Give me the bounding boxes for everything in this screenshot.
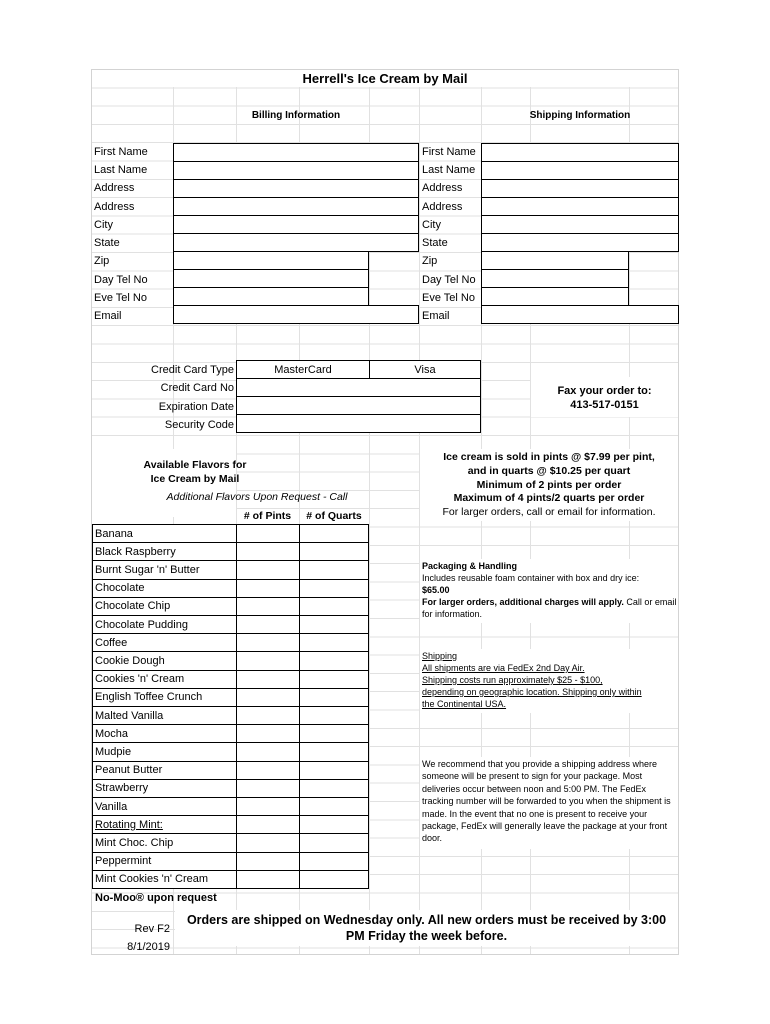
flavor-name: Malted Vanilla (95, 709, 164, 722)
billing-field-label: Day Tel No (94, 274, 148, 286)
no-moo-note: No-Moo® upon request (95, 891, 217, 904)
recommend-text: We recommend that you provide a shipping address where someone will be present to sign for your package. Most deliveries occur between noon and 5:00 PM. The FedEx tracking number will be forwarded to you when the shipment is made. In the event that no one is present to receive your package, FedEx will generally leave the package at your front door. (422, 759, 671, 844)
shipping-field-label: State (422, 237, 448, 249)
pints-quantity-input[interactable] (236, 724, 300, 743)
flavor-name: Cookie Dough (95, 654, 165, 667)
flavors-header-line2: Ice Cream by Mail (150, 473, 240, 485)
quarts-quantity-input[interactable] (299, 852, 369, 871)
billing-field-label: State (94, 237, 120, 249)
quarts-quantity-input[interactable] (299, 797, 369, 816)
expiration-label: Expiration Date (158, 401, 234, 413)
security-label: Security Code (164, 419, 234, 431)
flavor-name: Vanilla (95, 800, 128, 813)
quarts-quantity-input[interactable] (299, 742, 369, 761)
billing-first-name-input[interactable] (173, 143, 419, 162)
flavor-name: Coffee (95, 636, 128, 649)
quarts-quantity-input[interactable] (299, 524, 369, 543)
pints-quantity-input[interactable] (236, 688, 300, 707)
billing-zip-input[interactable] (173, 251, 369, 270)
billing-city-input[interactable] (173, 215, 419, 234)
billing-field-label: First Name (94, 146, 148, 158)
expiration-input[interactable] (236, 396, 481, 415)
billing-last-name-input[interactable] (173, 161, 419, 180)
shipping-field-label: Day Tel No (422, 274, 476, 286)
quarts-column-header: # of Quarts (306, 510, 362, 522)
flavor-name: Strawberry (95, 782, 149, 795)
shipping-eve-tel-input[interactable] (481, 287, 629, 306)
shipping-header: Shipping Information (529, 110, 631, 121)
pints-quantity-input[interactable] (236, 560, 300, 579)
quarts-quantity-input[interactable] (299, 761, 369, 780)
shipping-city-input[interactable] (481, 215, 679, 234)
pints-quantity-input[interactable] (236, 706, 300, 725)
pints-quantity-input[interactable] (236, 852, 300, 871)
shipping-field-label: Email (422, 310, 450, 322)
fax-line1: Fax your order to: (557, 385, 652, 397)
packaging-line1: Includes reusable foam container with box and dry ice: (422, 573, 640, 583)
page-title: Herrell's Ice Cream by Mail (302, 71, 468, 86)
quarts-quantity-input[interactable] (299, 833, 369, 852)
shipping-state-input[interactable] (481, 233, 679, 252)
pricing-line4: Maximum of 4 pints/2 quarts per order (453, 492, 645, 504)
flavor-name: Cookies 'n' Cream (95, 673, 185, 686)
quarts-quantity-input[interactable] (299, 579, 369, 598)
pints-column-header: # of Pints (243, 510, 292, 522)
billing-field-label: Zip (94, 255, 110, 267)
billing-address2-input[interactable] (173, 197, 419, 216)
security-code-input[interactable] (236, 414, 481, 433)
shipping-email-input[interactable] (481, 305, 679, 324)
revision: Rev F2 (134, 923, 170, 935)
flavor-name: Chocolate Chip (95, 600, 171, 613)
pricing-line1: Ice cream is sold in pints @ $7.99 per pint, (443, 451, 655, 463)
shipping-zip-input[interactable] (481, 251, 629, 270)
pints-quantity-input[interactable] (236, 742, 300, 761)
shipping-note-line2: Shipping costs run approximately $25 - $100, (422, 675, 603, 685)
pints-quantity-input[interactable] (236, 815, 300, 834)
billing-day-tel-input[interactable] (173, 269, 369, 288)
pints-quantity-input[interactable] (236, 542, 300, 561)
billing-eve-tel-input[interactable] (173, 287, 369, 306)
quarts-quantity-input[interactable] (299, 615, 369, 634)
pints-quantity-input[interactable] (236, 524, 300, 543)
pints-quantity-input[interactable] (236, 779, 300, 798)
billing-field-label: Eve Tel No (94, 292, 147, 304)
packaging-title: Packaging & Handling (422, 561, 518, 571)
pints-quantity-input[interactable] (236, 651, 300, 670)
quarts-quantity-input[interactable] (299, 560, 369, 579)
shipping-address2-input[interactable] (481, 197, 679, 216)
pints-quantity-input[interactable] (236, 670, 300, 689)
quarts-quantity-input[interactable] (299, 779, 369, 798)
quarts-quantity-input[interactable] (299, 706, 369, 725)
pints-quantity-input[interactable] (236, 633, 300, 652)
packaging-price: $65.00 (422, 585, 450, 595)
flavor-name: Mudpie (95, 745, 132, 758)
mastercard-label: MasterCard (274, 364, 332, 376)
shipping-last-name-input[interactable] (481, 161, 679, 180)
pints-quantity-input[interactable] (236, 615, 300, 634)
flavors-header-line1: Available Flavors for (143, 459, 247, 471)
flavor-name: Chocolate (95, 582, 145, 595)
quarts-quantity-input[interactable] (299, 870, 369, 889)
shipping-field-label: Address (422, 201, 463, 213)
flavor-name: Peppermint (95, 855, 152, 868)
billing-field-label: Address (94, 201, 135, 213)
shipping-field-label: First Name (422, 146, 476, 158)
shipping-field-label: Address (422, 182, 463, 194)
shipping-note-line4: the Continental USA. (422, 699, 507, 709)
flavor-name: Banana (95, 527, 133, 540)
pints-quantity-input[interactable] (236, 833, 300, 852)
billing-field-label: Last Name (94, 164, 148, 176)
billing-header: Billing Information (251, 110, 341, 121)
quarts-quantity-input[interactable] (299, 633, 369, 652)
shipping-day-tel-input[interactable] (481, 269, 629, 288)
flavors-header-sub: Additional Flavors Upon Request - Call (166, 491, 348, 503)
pints-quantity-input[interactable] (236, 761, 300, 780)
packaging-note (422, 596, 678, 620)
billing-field-label: Email (94, 310, 122, 322)
quarts-quantity-input[interactable] (299, 597, 369, 616)
flavor-name: Rotating Mint: (95, 818, 163, 831)
flavor-name: Chocolate Pudding (95, 618, 188, 631)
shipping-field-label: Zip (422, 255, 438, 267)
fax-number: 413-517-0151 (570, 399, 639, 411)
pints-quantity-input[interactable] (236, 579, 300, 598)
pints-quantity-input[interactable] (236, 797, 300, 816)
flavor-name: Mint Choc. Chip (95, 836, 174, 849)
shipping-field-label: Last Name (422, 164, 476, 176)
shipping-field-label: Eve Tel No (422, 292, 475, 304)
flavor-name: Black Raspberry (95, 545, 176, 558)
billing-state-input[interactable] (173, 233, 419, 252)
pricing-line5: For larger orders, call or email for information. (442, 506, 656, 518)
packaging-bold-note: For larger orders, additional charges will apply. (422, 597, 624, 607)
quarts-quantity-input[interactable] (299, 542, 369, 561)
flavor-name: Mocha (95, 727, 129, 740)
shipping-address-input[interactable] (481, 179, 679, 198)
flavor-name: Burnt Sugar 'n' Butter (95, 563, 200, 576)
pints-quantity-input[interactable] (236, 597, 300, 616)
card-no-label: Credit Card No (160, 382, 234, 394)
quarts-quantity-input[interactable] (299, 815, 369, 834)
pints-quantity-input[interactable] (236, 870, 300, 889)
footer-notice: Orders are shipped on Wednesday only. All new orders must be received by 3:00 PM Friday the week before. (186, 913, 667, 943)
quarts-quantity-input[interactable] (299, 651, 369, 670)
billing-field-label: City (94, 219, 113, 231)
pricing-line3: Minimum of 2 pints per order (476, 479, 622, 491)
billing-email-input[interactable] (173, 305, 419, 324)
pricing-line2: and in quarts @ $10.25 per quart (467, 465, 631, 477)
billing-address-input[interactable] (173, 179, 419, 198)
billing-field-label: Address (94, 182, 135, 194)
shipping-first-name-input[interactable] (481, 143, 679, 162)
quarts-quantity-input[interactable] (299, 670, 369, 689)
packaging-note-tail: Call or email for information. (422, 597, 677, 619)
revision-date: 8/1/2019 (127, 941, 170, 953)
flavor-name: English Toffee Crunch (95, 691, 203, 704)
shipping-note-line3: depending on geographic location. Shipping only within (422, 687, 642, 697)
flavor-name: Mint Cookies 'n' Cream (95, 873, 209, 886)
quarts-quantity-input[interactable] (299, 724, 369, 743)
visa-label: Visa (414, 364, 436, 376)
shipping-field-label: City (422, 219, 441, 231)
quarts-quantity-input[interactable] (299, 688, 369, 707)
card-type-label: Credit Card Type (151, 364, 234, 376)
flavor-name: Peanut Butter (95, 764, 163, 777)
shipping-note-title: Shipping (422, 651, 458, 661)
card-number-input[interactable] (236, 378, 481, 397)
shipping-note-line1: All shipments are via FedEx 2nd Day Air. (422, 663, 585, 673)
